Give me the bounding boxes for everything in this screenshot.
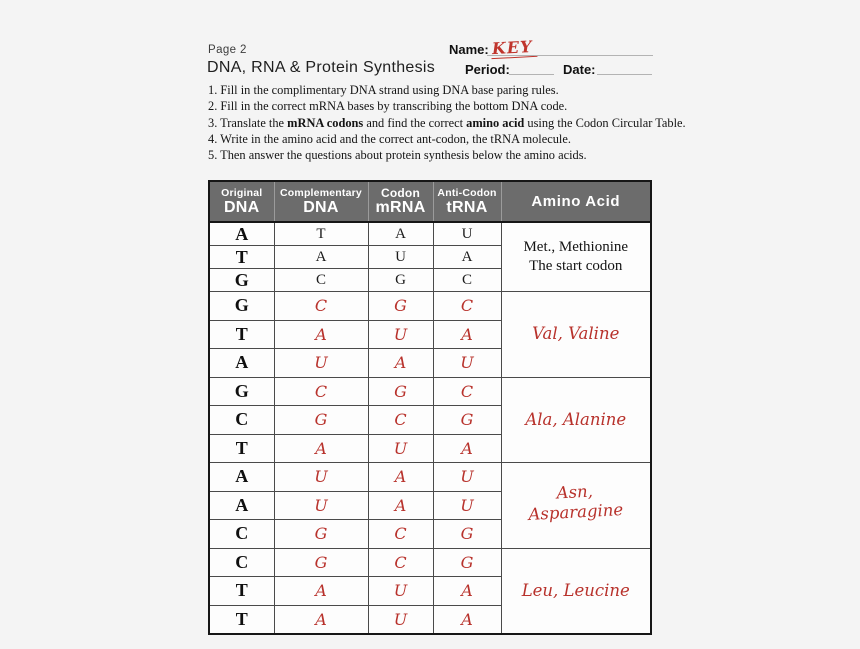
cell-complementary-dna: G — [274, 520, 368, 549]
col-header-anticodon-trna: Anti-Codon tRNA — [433, 181, 501, 222]
cell-amino-acid: Asn, Asparagine — [501, 463, 651, 549]
table-row — [209, 463, 651, 492]
cell-anticodon-trna: G — [433, 520, 501, 549]
cell-codon-mrna: C — [368, 406, 433, 435]
cell-codon-mrna: U — [368, 246, 433, 269]
codon-table — [208, 180, 652, 635]
cell-original-dna: A — [209, 349, 274, 378]
cell-original-dna: T — [209, 246, 274, 269]
cell-complementary-dna: T — [274, 222, 368, 246]
instruction-3: 3. Translate the mRNA codons and find the correct amino acid using the Codon Circular Table. — [208, 115, 686, 130]
page-number-label: Page 2 — [208, 44, 247, 56]
cell-complementary-dna: A — [274, 434, 368, 463]
cell-original-dna: G — [209, 377, 274, 406]
cell-complementary-dna: A — [274, 605, 368, 634]
cell-original-dna: C — [209, 548, 274, 577]
cell-original-dna: T — [209, 434, 274, 463]
cell-codon-mrna: G — [368, 377, 433, 406]
page-title: DNA, RNA & Protein Synthesis — [207, 59, 436, 76]
cell-codon-mrna: U — [368, 320, 433, 349]
cell-original-dna: A — [209, 491, 274, 520]
cell-anticodon-trna: G — [433, 406, 501, 435]
cell-codon-mrna: G — [368, 269, 433, 292]
cell-anticodon-trna: A — [433, 246, 501, 269]
cell-original-dna: C — [209, 406, 274, 435]
cell-complementary-dna: U — [274, 463, 368, 492]
cell-complementary-dna: U — [274, 349, 368, 378]
cell-anticodon-trna: A — [433, 320, 501, 349]
period-label: Period: — [465, 62, 510, 77]
col-header-original-dna: Original DNA — [209, 181, 274, 222]
cell-anticodon-trna: U — [433, 491, 501, 520]
cell-amino-acid: Val, Valine — [501, 292, 651, 378]
table-row — [209, 292, 651, 321]
cell-codon-mrna: C — [368, 520, 433, 549]
cell-codon-mrna: U — [368, 577, 433, 606]
cell-complementary-dna: U — [274, 491, 368, 520]
cell-complementary-dna: G — [274, 548, 368, 577]
cell-complementary-dna: C — [274, 292, 368, 321]
cell-anticodon-trna: A — [433, 434, 501, 463]
name-blank-line — [487, 55, 653, 56]
cell-codon-mrna: A — [368, 222, 433, 246]
instruction-5: 5. Then answer the questions about protein synthesis below the amino acids. — [208, 148, 587, 163]
cell-original-dna: C — [209, 520, 274, 549]
date-blank-line — [597, 74, 652, 75]
cell-codon-mrna: A — [368, 349, 433, 378]
cell-amino-acid: Met., Methionine The start codon — [501, 222, 651, 292]
cell-original-dna: G — [209, 269, 274, 292]
cell-amino-acid: Ala, Alanine — [501, 377, 651, 463]
cell-complementary-dna: C — [274, 377, 368, 406]
cell-anticodon-trna: C — [433, 377, 501, 406]
cell-anticodon-trna: G — [433, 548, 501, 577]
cell-anticodon-trna: U — [433, 463, 501, 492]
cell-original-dna: A — [209, 222, 274, 246]
cell-anticodon-trna: U — [433, 222, 501, 246]
col-header-amino-acid: Amino Acid — [501, 181, 651, 222]
cell-anticodon-trna: C — [433, 269, 501, 292]
cell-complementary-dna: A — [274, 320, 368, 349]
period-blank-line — [509, 74, 554, 75]
cell-original-dna: G — [209, 292, 274, 321]
name-handwritten-value: KEY — [491, 37, 538, 59]
cell-codon-mrna: U — [368, 434, 433, 463]
cell-amino-acid: Leu, Leucine — [501, 548, 651, 634]
table-row — [209, 222, 651, 246]
cell-codon-mrna: U — [368, 605, 433, 634]
cell-complementary-dna: C — [274, 269, 368, 292]
cell-complementary-dna: A — [274, 246, 368, 269]
cell-codon-mrna: A — [368, 463, 433, 492]
cell-original-dna: A — [209, 463, 274, 492]
table-header-row — [209, 181, 651, 222]
table-row — [209, 377, 651, 406]
cell-anticodon-trna: A — [433, 577, 501, 606]
instruction-2: 2. Fill in the correct mRNA bases by transcribing the bottom DNA code. — [208, 99, 568, 114]
cell-complementary-dna: G — [274, 406, 368, 435]
cell-codon-mrna: C — [368, 548, 433, 577]
cell-anticodon-trna: U — [433, 349, 501, 378]
cell-original-dna: T — [209, 320, 274, 349]
cell-complementary-dna: A — [274, 577, 368, 606]
cell-original-dna: T — [209, 605, 274, 634]
cell-codon-mrna: A — [368, 491, 433, 520]
col-header-complementary-dna: Complementary DNA — [274, 181, 368, 222]
name-label: Name: — [449, 42, 489, 57]
instruction-4: 4. Write in the amino acid and the correct ant-codon, the tRNA molecule. — [208, 131, 571, 146]
date-label: Date: — [563, 62, 596, 77]
cell-anticodon-trna: C — [433, 292, 501, 321]
instructions-list — [208, 82, 686, 163]
table-row — [209, 548, 651, 577]
instruction-1: 1. Fill in the complimentary DNA strand using DNA base paring rules. — [208, 83, 559, 97]
cell-anticodon-trna: A — [433, 605, 501, 634]
cell-codon-mrna: G — [368, 292, 433, 321]
col-header-codon-mrna: Codon mRNA — [368, 181, 433, 222]
cell-original-dna: T — [209, 577, 274, 606]
